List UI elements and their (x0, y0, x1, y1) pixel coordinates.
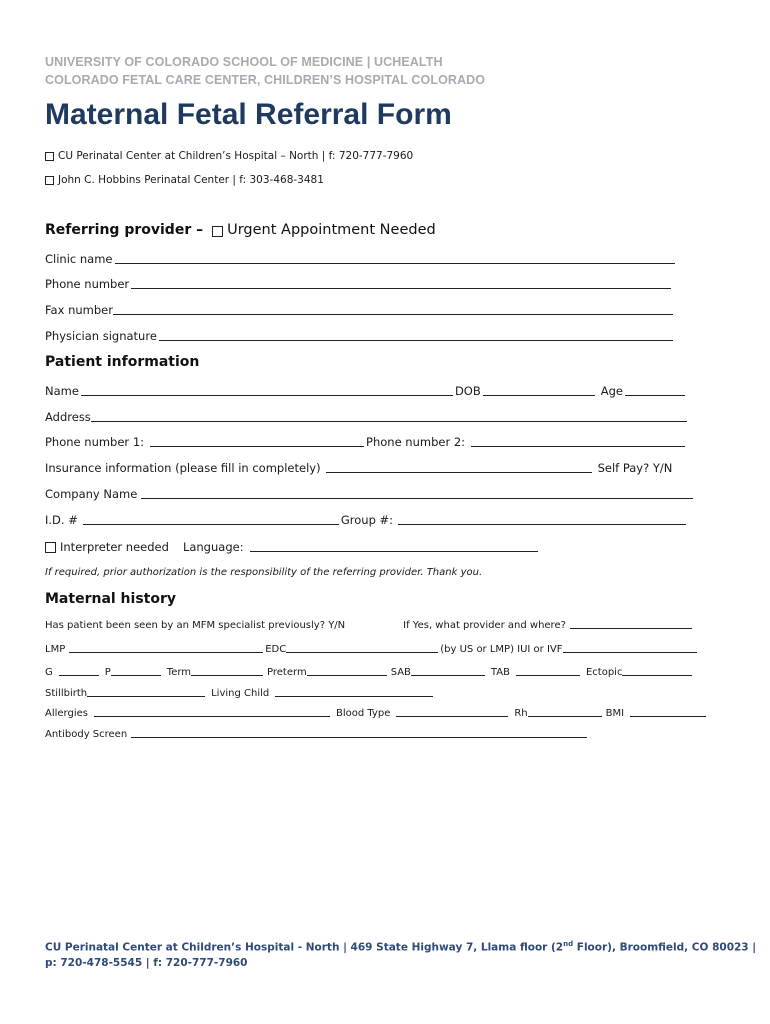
name-row (45, 384, 687, 398)
insurance-label: Insurance information (please fill in completely) (45, 461, 321, 475)
tab-label: TAB (490, 667, 510, 678)
term-field[interactable] (191, 674, 263, 676)
maternal-section-heading (45, 591, 176, 607)
language-field[interactable] (250, 550, 538, 552)
allergies-label: Allergies (45, 708, 88, 719)
center-option-label: John C. Hobbins Perinatal Center | f: 303-468-3481 (58, 174, 324, 186)
id-field[interactable] (83, 523, 339, 525)
phone-row (45, 277, 673, 291)
address-field[interactable] (91, 420, 687, 422)
fax-field[interactable] (113, 313, 673, 315)
footer-line-2: p: 720-478-5545 | f: 720-777-7960 (45, 956, 248, 969)
company-label: Company Name (45, 487, 138, 501)
clinic-name-field[interactable] (115, 262, 675, 264)
mfm-where-label: If Yes, what provider and where? (403, 620, 566, 631)
bmi-field[interactable] (630, 715, 706, 717)
lmp-label: LMP (45, 644, 66, 655)
age-label: Age (600, 384, 623, 398)
id-group-row (45, 513, 688, 527)
gp-row (45, 667, 694, 678)
dob-field[interactable] (483, 394, 595, 396)
stillbirth-label: Stillbirth (45, 688, 88, 699)
header-line-1: UNIVERSITY OF COLORADO SCHOOL OF MEDICINE | UCHEALTH (45, 55, 443, 69)
rh-label: Rh (514, 708, 528, 719)
footer-line-1-text: CU Perinatal Center at Children’s Hospital - North | 469 State Highway 7, Llama floor (2 (45, 941, 564, 954)
name-label: Name (45, 384, 79, 398)
sab-field[interactable] (411, 674, 485, 676)
living-label: Living Child (211, 688, 270, 699)
antibody-field[interactable] (131, 736, 587, 738)
checkbox[interactable] (45, 176, 54, 185)
stillbirth-field[interactable] (87, 695, 205, 697)
urgent-checkbox[interactable] (212, 226, 223, 237)
fax-label: Fax number (45, 303, 113, 317)
referring-section-heading (45, 222, 436, 238)
footer-line-1 (45, 937, 756, 956)
p-field[interactable] (111, 674, 161, 676)
footer-line-1-end: Floor), Broomfield, CO 80023 | (573, 941, 757, 954)
page-title: Maternal Fetal Referral Form (45, 98, 452, 131)
footer-superscript: nd (563, 940, 574, 948)
authorization-note: If required, prior authorization is the responsibility of the referring provider. Thank you. (45, 567, 483, 578)
footer-address (45, 937, 756, 971)
phone2-label: Phone number 2: (366, 435, 466, 449)
center-option-north[interactable] (45, 150, 413, 162)
age-field[interactable] (625, 394, 685, 396)
header-line-2: COLORADO FETAL CARE CENTER, CHILDREN’S HOSPITAL COLORADO (45, 73, 486, 87)
fax-row (45, 303, 675, 317)
signature-field[interactable] (159, 339, 673, 341)
company-row (45, 487, 695, 501)
phone-label: Phone number (45, 277, 130, 291)
group-field[interactable] (398, 523, 686, 525)
lmp-field[interactable] (69, 651, 263, 653)
term-label: Term (166, 667, 192, 678)
clinic-name-row (45, 252, 677, 266)
phone1-label: Phone number 1: (45, 435, 145, 449)
p-label: P (104, 667, 111, 678)
rh-field[interactable] (528, 715, 602, 717)
center-option-hobbins[interactable] (45, 174, 324, 186)
edc-field[interactable] (286, 651, 438, 653)
patient-phone-row (45, 435, 687, 449)
ectopic-field[interactable] (622, 674, 692, 676)
interpreter-row (45, 540, 540, 554)
maternal-heading: Maternal history (45, 591, 176, 607)
patient-section-heading (45, 354, 199, 370)
bmi-label: BMI (605, 708, 625, 719)
address-label: Address (45, 410, 91, 424)
sab-label: SAB (390, 667, 411, 678)
language-label: Language: (182, 540, 244, 554)
dob-label: DOB (454, 384, 481, 398)
selfpay-label: Self Pay? Y/N (597, 461, 673, 475)
phone1-field[interactable] (150, 445, 364, 447)
signature-label: Physician signature (45, 329, 157, 343)
center-option-label: CU Perinatal Center at Children’s Hospital – North | f: 720-777-7960 (58, 150, 414, 162)
living-field[interactable] (275, 695, 433, 697)
patient-heading: Patient information (45, 354, 200, 370)
phone2-field[interactable] (471, 445, 685, 447)
allergies-field[interactable] (94, 715, 330, 717)
urgent-label: Urgent Appointment Needed (227, 222, 436, 238)
ivf-field[interactable] (563, 651, 697, 653)
lmp-row (45, 644, 699, 655)
g-field[interactable] (59, 674, 99, 676)
blood-label: Blood Type (335, 708, 391, 719)
insurance-field[interactable] (326, 471, 592, 473)
insurance-row (45, 461, 672, 475)
stillbirth-row (45, 688, 435, 699)
mfm-where-field[interactable] (570, 627, 692, 629)
edc-by-label: (by US or LMP) IUI or IVF (440, 644, 563, 655)
ectopic-label: Ectopic (585, 667, 623, 678)
blood-field[interactable] (396, 715, 508, 717)
mfm-row (45, 620, 694, 631)
antibody-label: Antibody Screen (45, 729, 128, 740)
allergies-row (45, 708, 708, 719)
preterm-field[interactable] (307, 674, 387, 676)
antibody-row (45, 729, 589, 740)
interpreter-label: Interpreter needed (60, 540, 169, 554)
name-field[interactable] (81, 394, 453, 396)
address-row (45, 410, 689, 424)
mfm-question: Has patient been seen by an MFM specialist previously? Y/N (45, 620, 346, 631)
phone-field[interactable] (131, 287, 671, 289)
g-label: G (45, 667, 53, 678)
interpreter-checkbox[interactable] (45, 542, 56, 553)
signature-row (45, 329, 675, 343)
id-label: I.D. # (45, 513, 78, 527)
group-label: Group #: (340, 513, 394, 527)
edc-label: EDC (265, 644, 287, 655)
clinic-name-label: Clinic name (45, 252, 113, 266)
tab-field[interactable] (516, 674, 580, 676)
company-field[interactable] (141, 497, 693, 499)
referring-heading: Referring provider – (45, 222, 204, 238)
preterm-label: Preterm (267, 667, 307, 678)
checkbox[interactable] (45, 152, 54, 161)
